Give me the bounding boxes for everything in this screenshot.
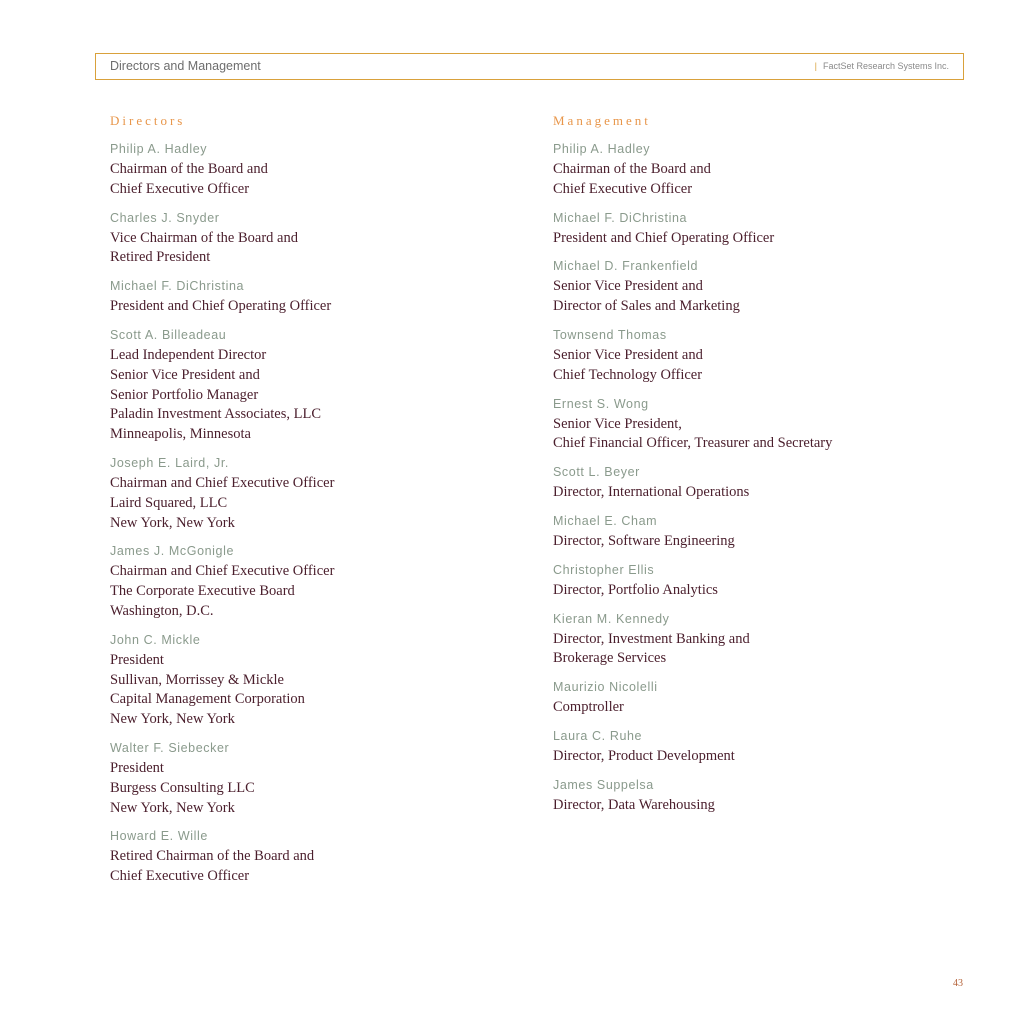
person-entry [110,740,530,818]
person-title-line: Senior Vice President and [553,346,703,363]
person-entry [110,141,530,200]
person-name: Scott A. Billeadeau [110,327,227,342]
person-name: Joseph E. Laird, Jr. [110,455,230,470]
person-entry [110,455,530,533]
person-name: Ernest S. Wong [553,396,649,411]
person-name: Scott L. Beyer [553,465,640,480]
person-title-line: Laird Squared, LLC [110,494,228,511]
person-name: Howard E. Wille [110,829,208,844]
person-entry [553,611,973,670]
person-name: Michael E. Cham [553,513,658,528]
person-title-line: Paladin Investment Associates, LLC [110,406,322,423]
person-title-line: Chief Executive Officer [553,180,693,197]
person-name: James Suppelsa [553,777,654,792]
person-title-line: New York, New York [110,799,235,816]
person-title-line: Director of Sales and Marketing [553,298,740,315]
person-title-line: Director, Data Warehousing [553,796,715,813]
person-entry [553,679,973,718]
person-title-line: Lead Independent Director [110,346,267,363]
person-title-line: Senior Portfolio Manager [110,386,259,403]
person-title-line: Chief Technology Officer [553,366,703,383]
page-header [95,53,964,80]
person-title-line: Washington, D.C. [110,602,214,619]
person-entry [553,258,973,317]
person-entry [553,464,973,503]
person-title-line: Chairman and Chief Executive Officer [110,474,335,491]
person-title-line: President [110,651,164,668]
person-name: Philip A. Hadley [553,142,651,156]
person-entry [553,728,973,767]
person-entry [553,327,973,386]
directors-list [110,141,530,887]
person-title-line: Retired Chairman of the Board and [110,848,315,865]
person-title-line: Director, Investment Banking and [553,630,750,647]
person-name: John C. Mickle [110,632,201,647]
person-entry [110,210,530,269]
person-title-line: Director, Software Engineering [553,532,735,549]
person-title-line: President and Chief Operating Officer [553,229,775,246]
person-title-line: Senior Vice President and [553,278,703,295]
person-title-line: Minneapolis, Minnesota [110,426,251,443]
person-title-line: Sullivan, Morrissey & Mickle [110,671,284,688]
person-entry [553,396,973,455]
person-name: Philip A. Hadley [110,142,208,156]
directors-heading: Directors [110,113,186,128]
person-entry [553,141,973,200]
person-name: Michael F. DiChristina [553,210,688,225]
person-title-line: President [110,759,164,776]
person-title-line: Senior Vice President and [110,366,260,383]
person-entry [553,562,973,601]
header-section-title: Directors and Management [110,59,261,73]
person-entry [553,777,973,816]
management-list [553,141,973,816]
header-company [815,61,949,71]
person-title-line: Director, Portfolio Analytics [553,581,718,598]
person-title-line: New York, New York [110,514,235,531]
person-title-line: The Corporate Executive Board [110,583,295,600]
person-name: Michael F. DiChristina [110,279,245,294]
person-title-line: Director, International Operations [553,484,750,501]
page-number: 43 [953,978,963,989]
person-title-line: Capital Management Corporation [110,691,305,708]
person-entry [110,828,530,887]
person-entry [110,278,530,317]
person-title-line: Chief Executive Officer [110,868,250,885]
header-separator: | [814,61,817,71]
person-name: Laura C. Ruhe [553,728,643,743]
person-title-line: Chairman and Chief Executive Officer [110,563,335,580]
person-name: Christopher Ellis [553,562,655,577]
directors-column [110,113,530,897]
person-title-line: Retired President [110,249,211,266]
person-entry [110,543,530,621]
person-name: Maurizio Nicolelli [553,680,658,695]
person-title-line: Chief Financial Officer, Treasurer and Secretary [553,435,833,452]
person-title-line: Vice Chairman of the Board and [110,229,298,246]
person-title-line: Senior Vice President, [553,415,682,432]
person-title-line: President and Chief Operating Officer [110,298,332,315]
person-title-line: Burgess Consulting LLC [110,779,255,796]
management-heading: Management [553,113,651,128]
person-entry [553,210,973,249]
management-column [553,113,973,826]
person-name: James J. McGonigle [110,544,235,559]
person-title-line: Chairman of the Board and [110,161,268,177]
person-entry [553,513,973,552]
person-title-line: Brokerage Services [553,650,667,667]
person-entry [110,327,530,445]
person-title-line: Comptroller [553,699,624,716]
person-title-line: Director, Product Development [553,747,735,764]
person-title-line: Chairman of the Board and [553,161,711,177]
person-name: Walter F. Siebecker [110,740,230,755]
header-company-name: FactSet Research Systems Inc. [822,61,949,71]
person-name: Kieran M. Kennedy [553,611,670,626]
person-name: Michael D. Frankenfield [553,259,699,274]
person-title-line: New York, New York [110,711,235,728]
person-entry [110,632,530,730]
person-name: Charles J. Snyder [110,210,220,225]
person-title-line: Chief Executive Officer [110,180,250,197]
person-name: Townsend Thomas [553,327,667,342]
